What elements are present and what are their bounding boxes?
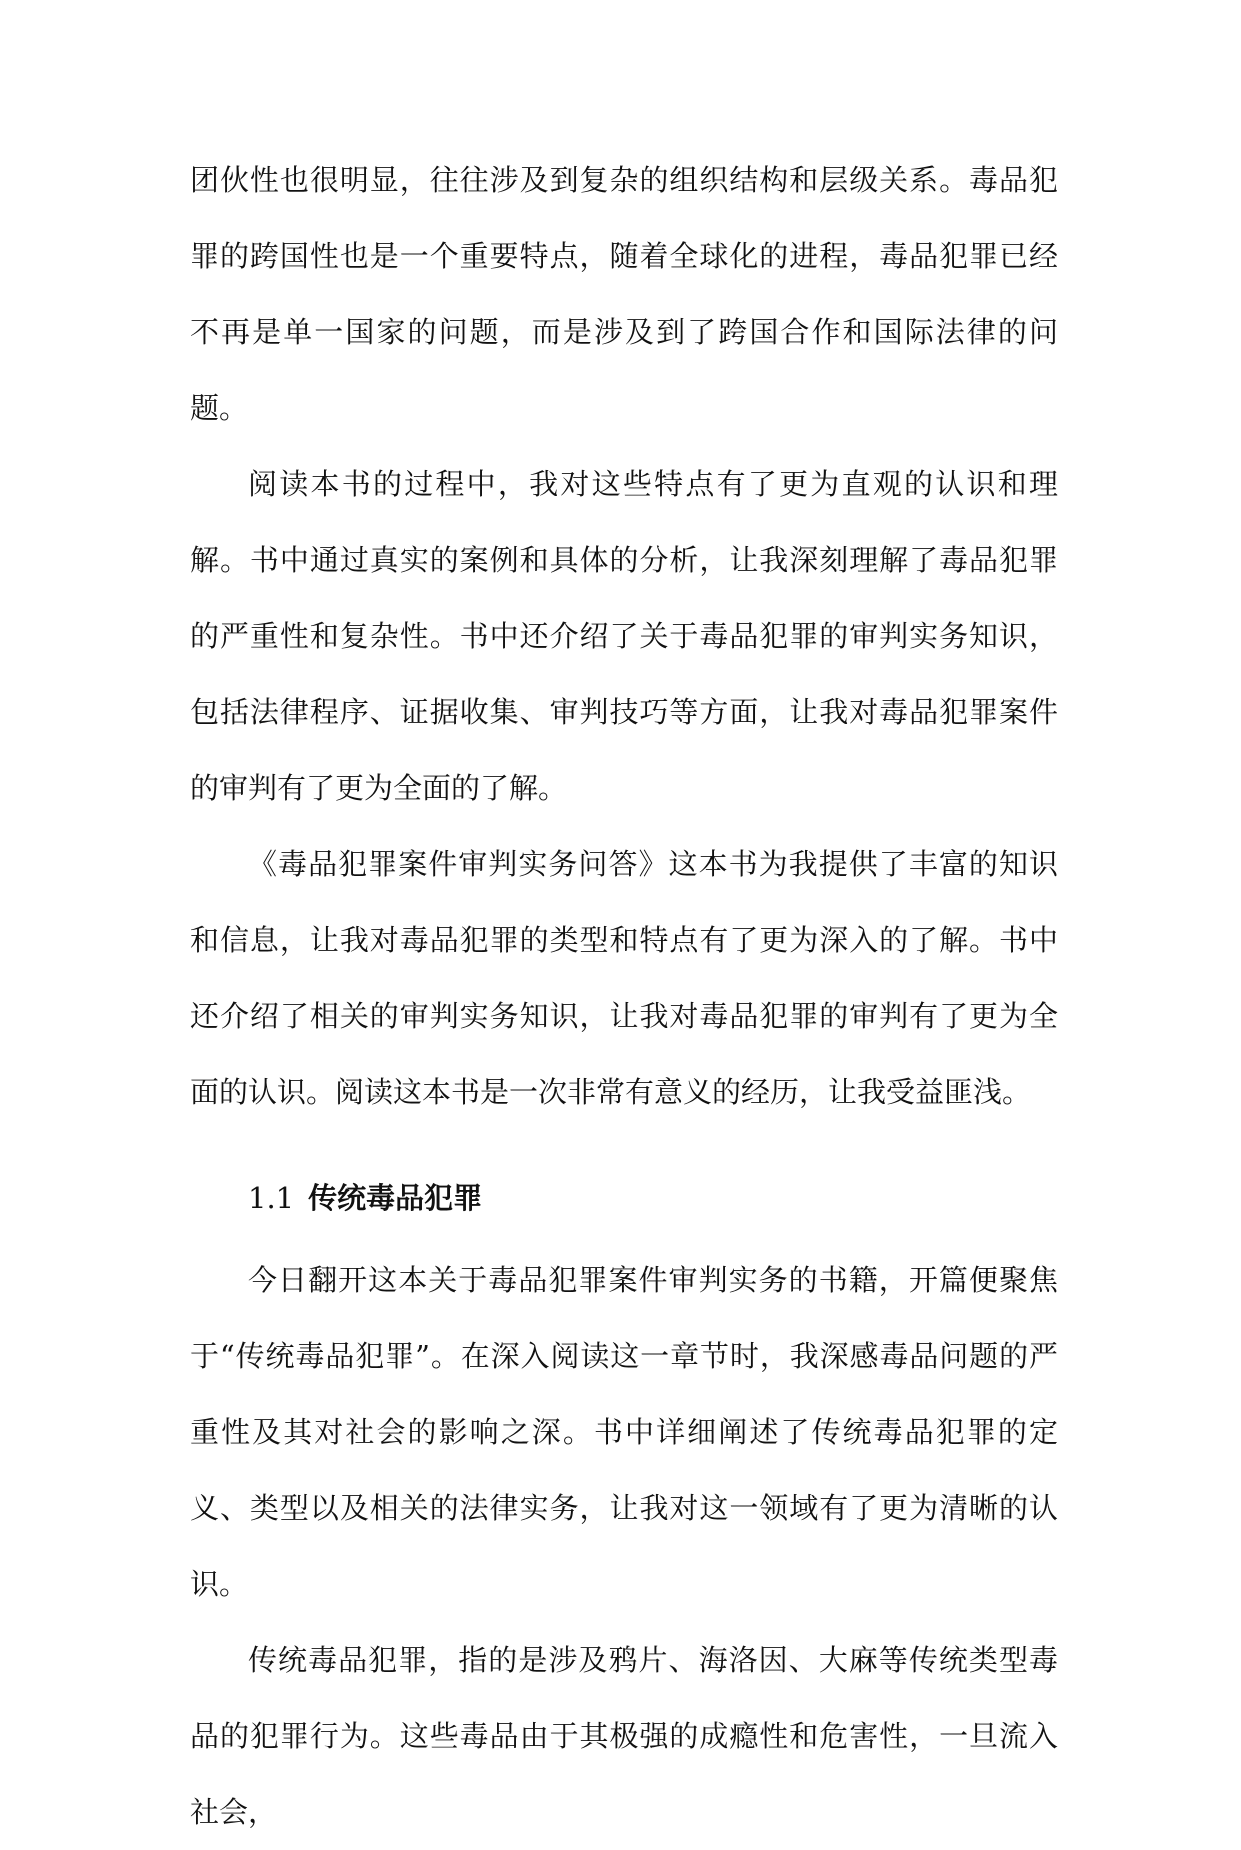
- paragraph: 阅读本书的过程中，我对这些特点有了更为直观的认识和理解。书中通过真实的案例和具体的分析，让我深刻理解了毒品犯罪的严重性和复杂性。书中还介绍了关于毒品犯罪的审判实务知识，包括法律程序、证据收集、审判技巧等方面，让我对毒品犯罪案件的审判有了更为全面的了解。: [190, 467, 1058, 805]
- paragraph: 《毒品犯罪案件审判实务问答》这本书为我提供了丰富的知识和信息，让我对毒品犯罪的类型和特点有了更为深入的了解。书中还介绍了相关的审判实务知识，让我对毒品犯罪的审判有了更为全面的认识。阅读这本书是一次非常有意义的经历，让我受益匪浅。: [190, 847, 1058, 1109]
- document-body: [190, 142, 1058, 1850]
- paragraph: 传统毒品犯罪，指的是涉及鸦片、海洛因、大麻等传统类型毒品的犯罪行为。这些毒品由于其极强的成瘾性和危害性，一旦流入社会，: [190, 1643, 1058, 1829]
- paragraph: 今日翻开这本关于毒品犯罪案件审判实务的书籍，开篇便聚焦于“传统毒品犯罪”。在深入阅读这一章节时，我深感毒品问题的严重性及其对社会的影响之深。书中详细阐述了传统毒品犯罪的定义、类型以及相关的法律实务，让我对这一领域有了更为清晰的认识。: [190, 1263, 1058, 1601]
- section-number: 1.1: [248, 1181, 295, 1215]
- paragraph: 团伙性也很明显，往往涉及到复杂的组织结构和层级关系。毒品犯罪的跨国性也是一个重要特点，随着全球化的进程，毒品犯罪已经不再是单一国家的问题，而是涉及到了跨国合作和国际法律的问题。: [190, 163, 1058, 425]
- section-heading: [190, 1160, 1058, 1236]
- section-title: 传统毒品犯罪: [308, 1181, 483, 1215]
